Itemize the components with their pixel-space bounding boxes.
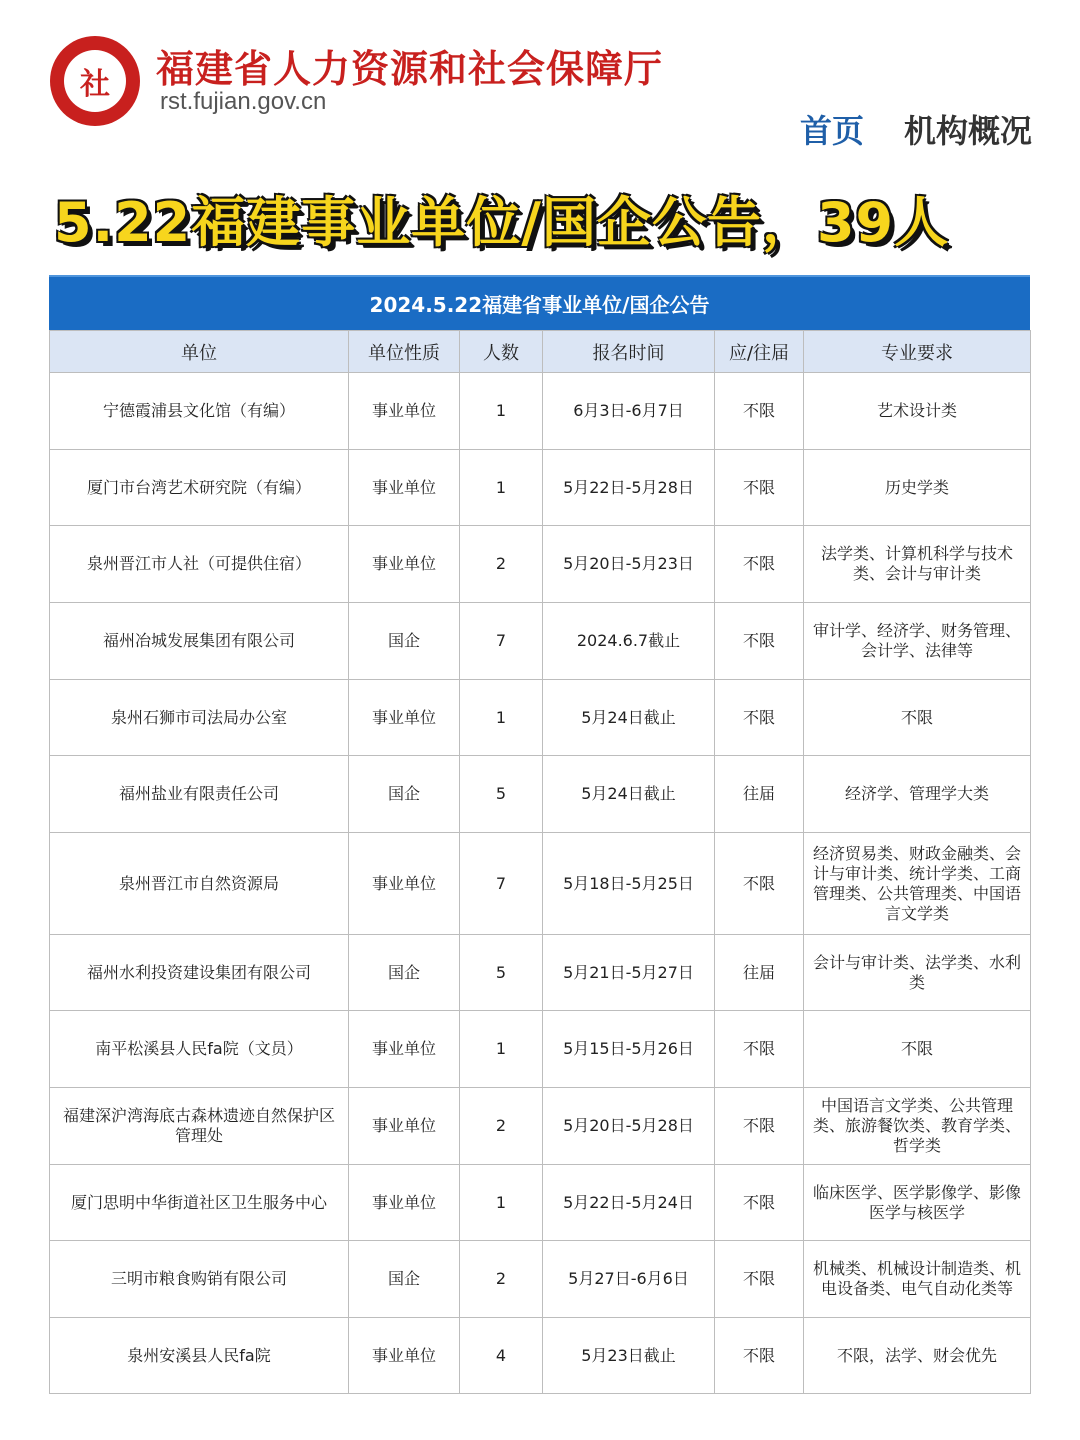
column-header-unit-type: 单位性质 (349, 331, 460, 373)
cell-unit: 宁德霞浦县文化馆（有编） (50, 373, 349, 450)
table-row (50, 1165, 1031, 1241)
cell-unit: 厦门思明中华街道社区卫生服务中心 (50, 1165, 349, 1241)
cell-major-requirements: 不限，法学、财会优先 (804, 1318, 1031, 1394)
cell-headcount: 4 (460, 1318, 543, 1394)
cell-graduate-status: 不限 (715, 1011, 804, 1088)
cell-major-requirements: 历史学类 (804, 450, 1031, 526)
cell-registration-period: 5月24日截止 (543, 680, 715, 756)
cell-unit: 南平松溪县人民fa院（文员） (50, 1011, 349, 1088)
cell-graduate-status: 不限 (715, 1318, 804, 1394)
cell-unit: 福建深沪湾海底古森林遗迹自然保护区管理处 (50, 1088, 349, 1165)
table-row (50, 680, 1031, 756)
cell-registration-period: 5月24日截止 (543, 756, 715, 833)
cell-major-requirements: 艺术设计类 (804, 373, 1031, 450)
cell-major-requirements: 临床医学、医学影像学、影像医学与核医学 (804, 1165, 1031, 1241)
table-row (50, 1241, 1031, 1318)
cell-major-requirements: 审计学、经济学、财务管理、会计学、法律等 (804, 603, 1031, 680)
cell-headcount: 1 (460, 450, 543, 526)
cell-graduate-status: 不限 (715, 1165, 804, 1241)
cell-registration-period: 5月20日-5月28日 (543, 1088, 715, 1165)
cell-graduate-status: 不限 (715, 603, 804, 680)
table-row (50, 526, 1031, 603)
column-header-major-requirements: 专业要求 (804, 331, 1031, 373)
cell-headcount: 2 (460, 1088, 543, 1165)
column-header-unit: 单位 (50, 331, 349, 373)
cell-graduate-status: 往届 (715, 756, 804, 833)
cell-headcount: 5 (460, 935, 543, 1011)
cell-headcount: 7 (460, 603, 543, 680)
table-row (50, 450, 1031, 526)
cell-major-requirements: 中国语言文学类、公共管理类、旅游餐饮类、教育学类、哲学类 (804, 1088, 1031, 1165)
cell-registration-period: 6月3日-6月7日 (543, 373, 715, 450)
cell-headcount: 1 (460, 680, 543, 756)
cell-unit-type: 事业单位 (349, 1011, 460, 1088)
cell-major-requirements: 法学类、计算机科学与技术类、会计与审计类 (804, 526, 1031, 603)
logo-emblem: 社 (64, 50, 126, 112)
cell-registration-period: 5月22日-5月28日 (543, 450, 715, 526)
cell-registration-period: 5月22日-5月24日 (543, 1165, 715, 1241)
cell-major-requirements: 不限 (804, 1011, 1031, 1088)
cell-major-requirements: 机械类、机械设计制造类、机电设备类、电气自动化类等 (804, 1241, 1031, 1318)
cell-registration-period: 5月18日-5月25日 (543, 833, 715, 935)
site-name: 福建省人力资源和社会保障厅 (156, 46, 664, 91)
table-header-row (50, 331, 1031, 373)
cell-major-requirements: 不限 (804, 680, 1031, 756)
cell-major-requirements: 经济贸易类、财政金融类、会计与审计类、统计学类、工商管理类、公共管理类、中国语言文学类 (804, 833, 1031, 935)
cell-unit-type: 事业单位 (349, 833, 460, 935)
cell-headcount: 1 (460, 1011, 543, 1088)
cell-unit: 三明市粮食购销有限公司 (50, 1241, 349, 1318)
cell-registration-period: 2024.6.7截止 (543, 603, 715, 680)
site-url[interactable]: rst.fujian.gov.cn (160, 88, 327, 115)
cell-unit-type: 事业单位 (349, 526, 460, 603)
cell-unit-type: 事业单位 (349, 680, 460, 756)
table-row (50, 373, 1031, 450)
nav-org-overview[interactable]: 机构概况 (904, 112, 1033, 150)
cell-unit: 福州盐业有限责任公司 (50, 756, 349, 833)
cell-graduate-status: 不限 (715, 450, 804, 526)
cell-unit-type: 国企 (349, 603, 460, 680)
cell-registration-period: 5月15日-5月26日 (543, 1011, 715, 1088)
table-row (50, 1011, 1031, 1088)
cell-unit-type: 国企 (349, 756, 460, 833)
table-row (50, 1088, 1031, 1165)
cell-unit: 厦门市台湾艺术研究院（有编） (50, 450, 349, 526)
cell-major-requirements: 经济学、管理学大类 (804, 756, 1031, 833)
cell-headcount: 2 (460, 1241, 543, 1318)
logo (50, 36, 140, 126)
cell-headcount: 5 (460, 756, 543, 833)
cell-unit-type: 事业单位 (349, 373, 460, 450)
cell-unit-type: 事业单位 (349, 1088, 460, 1165)
cell-unit: 泉州安溪县人民fa院 (50, 1318, 349, 1394)
cell-headcount: 7 (460, 833, 543, 935)
cell-major-requirements: 会计与审计类、法学类、水利类 (804, 935, 1031, 1011)
cell-registration-period: 5月20日-5月23日 (543, 526, 715, 603)
cell-unit: 福州水利投资建设集团有限公司 (50, 935, 349, 1011)
table-title: 2024.5.22福建省事业单位/国企公告 (49, 275, 1030, 330)
cell-unit: 泉州晋江市自然资源局 (50, 833, 349, 935)
table-row (50, 833, 1031, 935)
cell-unit: 泉州晋江市人社（可提供住宿） (50, 526, 349, 603)
cell-graduate-status: 不限 (715, 526, 804, 603)
cell-graduate-status: 不限 (715, 833, 804, 935)
column-header-headcount: 人数 (460, 331, 543, 373)
column-header-registration-period: 报名时间 (543, 331, 715, 373)
cell-registration-period: 5月23日截止 (543, 1318, 715, 1394)
cell-unit-type: 国企 (349, 935, 460, 1011)
table-row (50, 1318, 1031, 1394)
headline: 5.22福建事业单位/国企公告，39人 (54, 191, 950, 254)
cell-graduate-status: 不限 (715, 1241, 804, 1318)
column-header-graduate-status: 应/往届 (715, 331, 804, 373)
table-row (50, 603, 1031, 680)
cell-unit-type: 事业单位 (349, 450, 460, 526)
cell-headcount: 1 (460, 1165, 543, 1241)
cell-registration-period: 5月21日-5月27日 (543, 935, 715, 1011)
cell-graduate-status: 往届 (715, 935, 804, 1011)
cell-graduate-status: 不限 (715, 373, 804, 450)
cell-unit-type: 国企 (349, 1241, 460, 1318)
nav-home[interactable]: 首页 (800, 112, 865, 150)
cell-unit: 泉州石狮市司法局办公室 (50, 680, 349, 756)
cell-headcount: 1 (460, 373, 543, 450)
table-row (50, 935, 1031, 1011)
cell-registration-period: 5月27日-6月6日 (543, 1241, 715, 1318)
cell-headcount: 2 (460, 526, 543, 603)
cell-graduate-status: 不限 (715, 680, 804, 756)
cell-unit-type: 事业单位 (349, 1318, 460, 1394)
announcement-table (49, 275, 1030, 1394)
cell-unit: 福州冶城发展集团有限公司 (50, 603, 349, 680)
table-row (50, 756, 1031, 833)
cell-unit-type: 事业单位 (349, 1165, 460, 1241)
cell-graduate-status: 不限 (715, 1088, 804, 1165)
